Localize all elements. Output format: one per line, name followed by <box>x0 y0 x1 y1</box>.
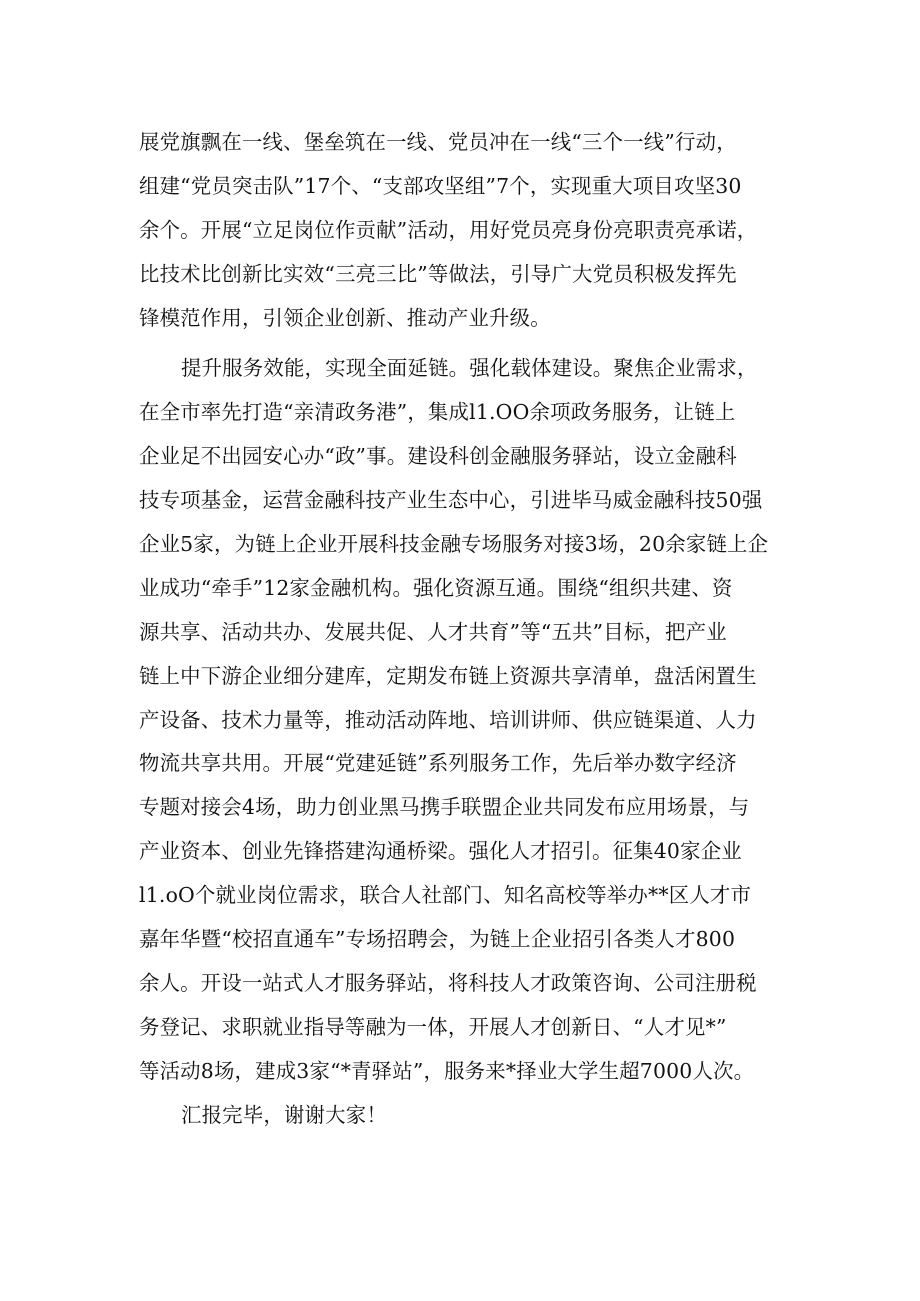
paragraph-service-efficiency <box>139 347 789 1093</box>
paragraph-gap <box>139 340 789 347</box>
text-line: 产设备、技术力量等，推动活动阵地、培训讲师、供应链渠道、人力 <box>139 707 757 732</box>
text-line: 嘉年华暨“校招直通车”专场招聘会，为链上企业招引各类人才800 <box>139 927 736 952</box>
document-body <box>139 121 789 1137</box>
paragraph-closing <box>139 1094 789 1138</box>
text-line: 技专项基金，运营金融科技产业生态中心，引进毕马威金融科技50强 <box>139 488 763 513</box>
closing-line: 汇报完毕，谢谢大家！ <box>181 1102 387 1127</box>
text-line: 展党旗飘在一线、堡垒筑在一线、党员冲在一线“三个一线”行动， <box>139 130 737 154</box>
text-line: 组建“党员突击队”17个、“支部攻坚组”7个，实现重大项目攻坚30 <box>139 173 742 198</box>
paragraph-party-actions <box>139 121 789 340</box>
text-line: 锋模范作用，引领企业创新、推动产业升级。 <box>139 305 551 330</box>
text-line: 在全市率先打造“亲清政务港”，集成l1.OO余项政务服务，让链上 <box>139 400 736 425</box>
text-line: 比技术比创新比实效“三亮三比”等做法，引导广大党员积极发挥先 <box>139 261 737 286</box>
text-line: 提升服务效能，实现全面延链。强化载体建设。聚焦企业需求， <box>181 356 758 381</box>
text-line: 企业5家，为链上企业开展科技金融专场服务对接3场，20余家链上企 <box>139 532 769 557</box>
text-line: 产业资本、创业先锋搭建沟通桥梁。强化人才招引。征集40家企业 <box>139 839 742 864</box>
text-line: 企业足不出园安心办“政”事。建设科创金融服务驿站，设立金融科 <box>139 444 737 469</box>
text-line: 物流共享共用。开展“党建延链”系列服务工作，先后举办数字经济 <box>139 751 737 776</box>
text-line: 等活动8场，建成3家“*青驿站”，服务来*择业大学生超7000人次。 <box>139 1058 755 1083</box>
text-line: 链上中下游企业细分建库，定期发布链上资源共享清单，盘活闲置生 <box>139 663 757 688</box>
text-line: 余个。开展“立足岗位作贡献”活动，用好党员亮身份亮职责亮承诺， <box>139 217 758 242</box>
text-line: 专题对接会4场，助力创业黑马携手联盟企业共同发布应用场景，与 <box>139 795 750 820</box>
text-line: 业成功“牵手”12家金融机构。强化资源互通。围绕“组织共建、资 <box>139 575 733 600</box>
text-line: 务登记、求职就业指导等融为一体，开展人才创新日、“人才见*” <box>139 1014 727 1039</box>
text-line: l1.oO个就业岗位需求，联合人社部门、知名高校等举办**区人才市 <box>139 883 752 908</box>
text-line: 余人。开设一站式人才服务驿站，将科技人才政策咨询、公司注册税 <box>139 970 757 995</box>
text-line: 源共享、活动共办、发展共促、人才共育”等“五共”目标，把产业 <box>139 619 727 644</box>
